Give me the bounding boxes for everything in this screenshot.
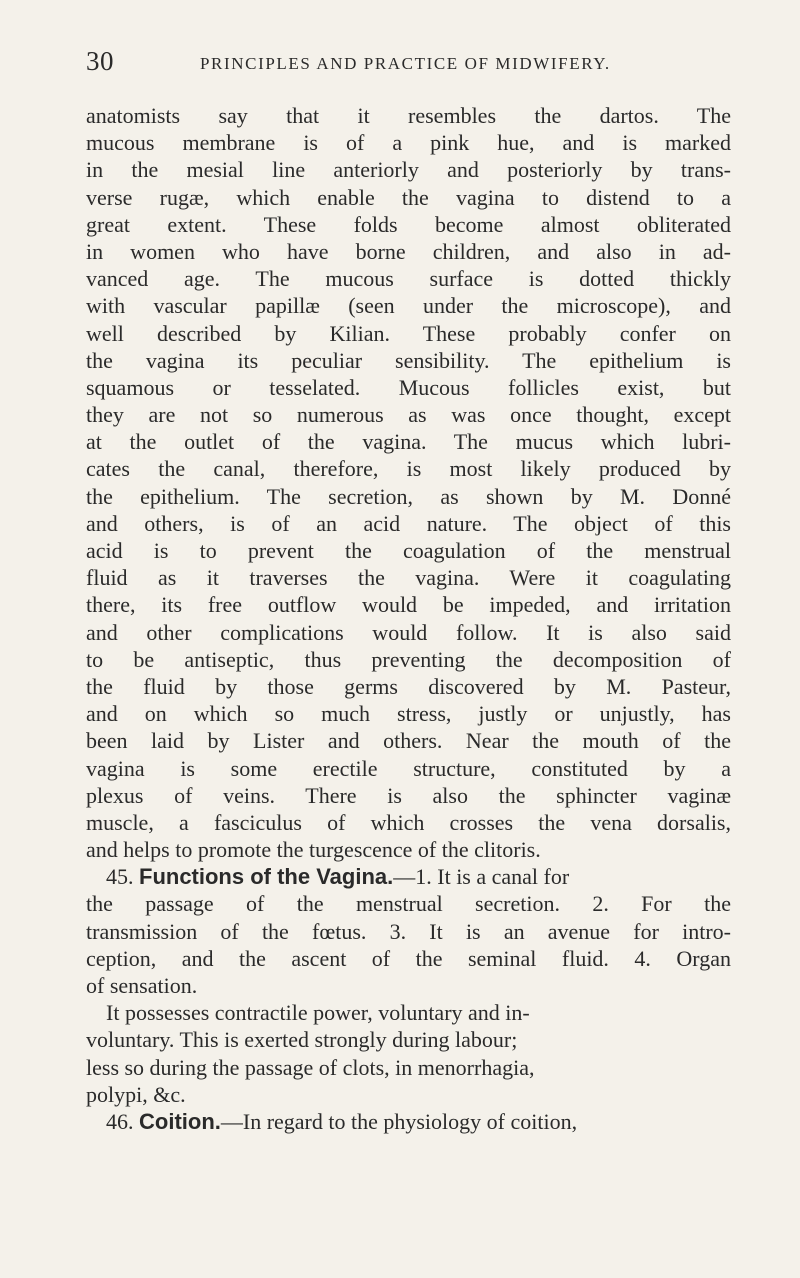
text-line: plexus of veins. There is also the sphincter vaginæ: [86, 782, 731, 808]
text-line: the fluid by those germs discovered by M. Pasteur,: [86, 673, 731, 699]
text-line: and helps to promote the turgescence of the clitoris.: [86, 837, 541, 863]
text-line: vanced age. The mucous surface is dotted thickly: [86, 266, 731, 292]
text-line: voluntary. This is exerted strongly during labour;: [86, 1027, 518, 1053]
text-line-segment: —In regard to the physiology of coition,: [220, 1108, 578, 1134]
text-line: and others, is of an acid nature. The object of this: [86, 510, 731, 536]
text-line: fluid as it traverses the vagina. Were it coagulating: [86, 565, 731, 591]
text-line: vagina is some erectile structure, constituted by a: [86, 755, 731, 781]
text-line: to be antiseptic, thus preventing the decomposition of: [86, 646, 731, 672]
section-number: 46.: [106, 1108, 134, 1134]
section-heading: Functions of the Vagina.: [139, 864, 394, 890]
paragraph-vagina-anatomy: [86, 102, 731, 863]
text-line: less so during the passage of clots, in menorrhagia,: [86, 1054, 535, 1080]
section-heading-line: [86, 863, 731, 890]
text-line: polypi, &c.: [86, 1081, 186, 1107]
text-line: the epithelium. The secretion, as shown by M. Donné: [86, 483, 731, 509]
text-line: It possesses contractile power, voluntary and in-: [106, 1000, 530, 1026]
text-line: been laid by Lister and others. Near the mouth of the: [86, 728, 731, 754]
text-line: verse rugæ, which enable the vagina to distend to a: [86, 184, 731, 210]
section-number: 45.: [106, 864, 134, 890]
text-line: the vagina its peculiar sensibility. The epithelium is: [86, 347, 731, 373]
text-line: they are not so numerous as was once thought, except: [86, 402, 731, 428]
running-head-title: PRINCIPLES AND PRACTICE OF MIDWIFERY.: [200, 54, 611, 73]
text-line: there, its free outflow would be impeded, and irritation: [86, 592, 731, 618]
text-line: anatomists say that it resembles the dartos. The: [86, 103, 731, 128]
section-46-coition: [86, 1108, 731, 1135]
text-line-segment: —1. It is a canal for: [393, 864, 570, 890]
section-45-functions-of-vagina: [86, 863, 731, 999]
text-line: in women who have borne children, and also in ad-: [86, 238, 731, 264]
text-line: with vascular papillæ (seen under the microscope), and: [86, 293, 731, 319]
text-line: at the outlet of the vagina. The mucus which lubri-: [86, 429, 731, 455]
running-head: [86, 46, 731, 86]
paragraph-contractile-power: [86, 999, 731, 1108]
text-line: muscle, a fasciculus of which crosses the vena dorsalis,: [86, 809, 731, 835]
text-line: mucous membrane is of a pink hue, and is marked: [86, 130, 731, 156]
text-line: transmission of the fœtus. 3. It is an avenue for intro-: [86, 918, 731, 944]
text-line: of sensation.: [86, 973, 198, 998]
page-number: 30: [86, 46, 114, 76]
text-line: ception, and the ascent of the seminal fluid. 4. Organ: [86, 945, 731, 971]
section-heading-line: [86, 1108, 731, 1135]
text-line: and on which so much stress, justly or unjustly, has: [86, 701, 731, 727]
section-heading: Coition.: [139, 1108, 221, 1134]
text-line: well described by Kilian. These probably confer on: [86, 320, 731, 346]
body-text: [86, 102, 731, 1135]
text-line: and other complications would follow. It is also said: [86, 619, 731, 645]
text-line: in the mesial line anteriorly and posteriorly by trans-: [86, 157, 731, 183]
text-line: great extent. These folds become almost obliterated: [86, 211, 731, 237]
text-line: cates the canal, therefore, is most likely produced by: [86, 456, 731, 482]
text-line: the passage of the menstrual secretion. 2. For the: [86, 891, 731, 917]
text-line: acid is to prevent the coagulation of the menstrual: [86, 538, 731, 563]
text-line: squamous or tesselated. Mucous follicles exist, but: [86, 374, 731, 400]
